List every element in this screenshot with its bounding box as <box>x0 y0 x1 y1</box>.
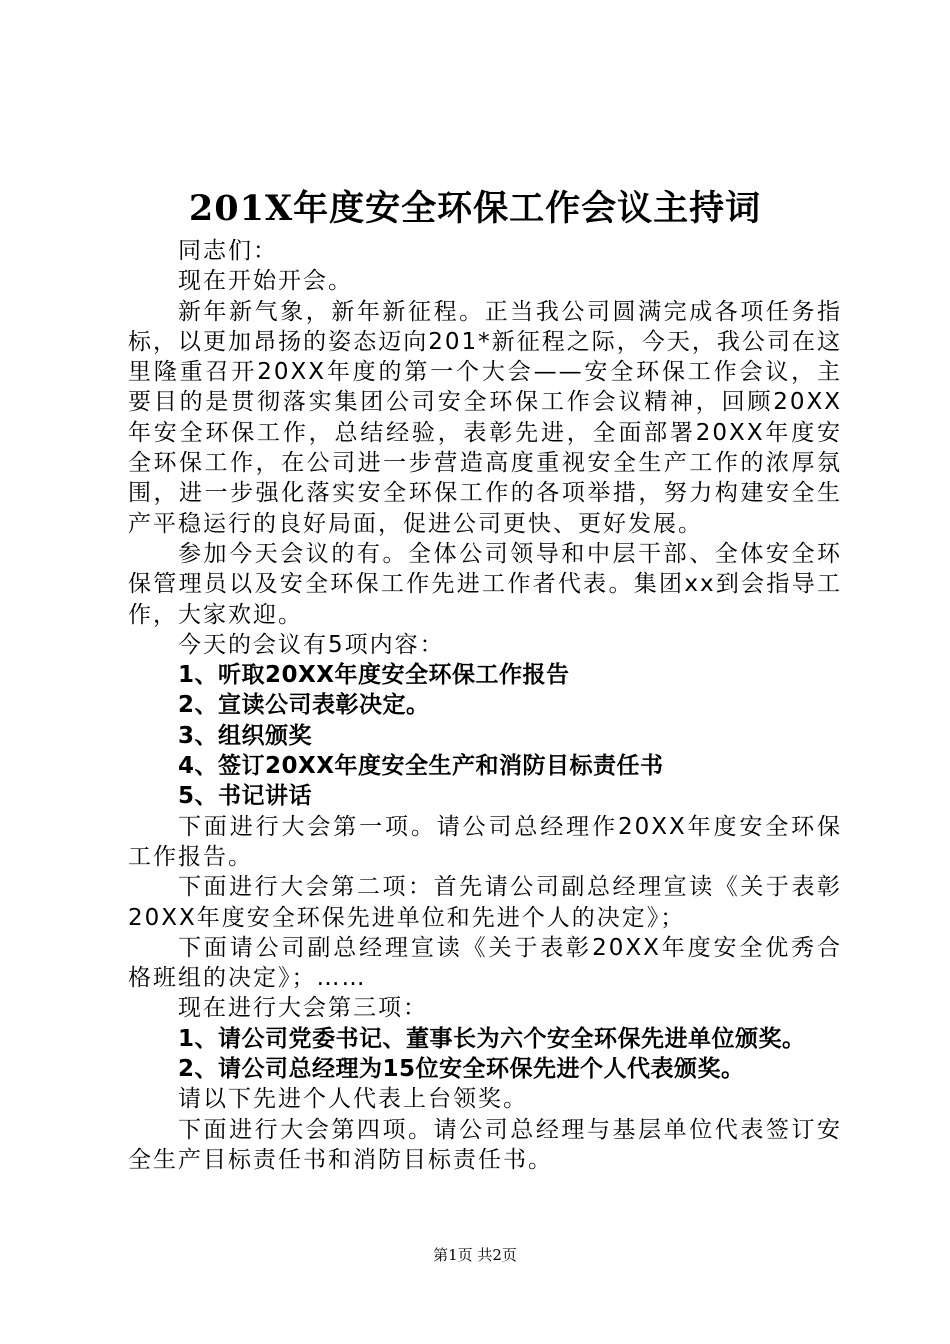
paragraph-salutation: 同志们： <box>178 238 278 264</box>
award-item-2: 2、请公司总经理为15位安全环保先进个人代表颁奖。 <box>178 1056 745 1083</box>
paragraph-item-four: 下面进行大会第四项。请公司总经理与基层单位代表签订安全生产目标责任书和消防目标责任书。 <box>128 1116 842 1173</box>
document-title: 201X年度安全环保工作会议主持词 <box>188 188 762 229</box>
paragraph-award-call: 请以下先进个人代表上台领奖。 <box>178 1086 528 1113</box>
paragraph-attendees: 参加今天会议的有。全体公司领导和中层干部、全体安全环保管理员以及安全环保工作先进工作者代表。集团xx到会指导工作，大家欢迎。 <box>128 540 842 628</box>
agenda-item-3: 3、组织颁奖 <box>178 722 313 749</box>
award-item-1: 1、请公司党委书记、董事长为六个安全环保先进单位颁奖。 <box>178 1025 806 1052</box>
paragraph-agenda-intro: 今天的会议有5项内容： <box>178 631 445 658</box>
agenda-item-5: 5、书记讲话 <box>178 783 313 810</box>
agenda-item-1: 1、听取20XX年度安全环保工作报告 <box>178 662 570 689</box>
paragraph-item-two-cont: 下面请公司副总经理宣读《关于表彰20XX年度安全优秀合格班组的决定》；…… <box>128 934 842 992</box>
paragraph-item-two: 下面进行大会第二项：首先请公司副总经理宣读《关于表彰20XX年度安全环保先进单位和先进个人的决定》； <box>128 874 842 931</box>
document-body <box>128 236 842 1175</box>
page-number-footer: 第1页 共2页 <box>433 1246 517 1264</box>
paragraph-item-three: 现在进行大会第三项： <box>178 995 428 1022</box>
paragraph-introduction: 新年新气象，新年新征程。正当我公司圆满完成各项任务指标，以更加昂扬的姿态迈向201*新征程之际，今天，我公司在这里隆重召开20XX年度的第一个大会——安全环保工作会议，主要目的是贯彻落实集团公司安全环保工作会议精神，回顾20XX年安全环保工作，总结经验，表彰先进，全面部署20XX年度安全环保工作，在公司进一步营造高度重视安全生产工作的浓厚氛围，进一步强化落实安全环保工作的各项举措，努力构建安全生产平稳运行的良好局面，促进公司更快、更好发展。 <box>128 298 842 537</box>
agenda-item-4: 4、签订20XX年度安全生产和消防目标责任书 <box>178 753 664 780</box>
paragraph-opening: 现在开始开会。 <box>178 268 353 295</box>
agenda-item-2: 2、宣读公司表彰决定。 <box>178 692 430 719</box>
paragraph-item-one: 下面进行大会第一项。请公司总经理作20XX年度安全环保工作报告。 <box>128 813 842 870</box>
